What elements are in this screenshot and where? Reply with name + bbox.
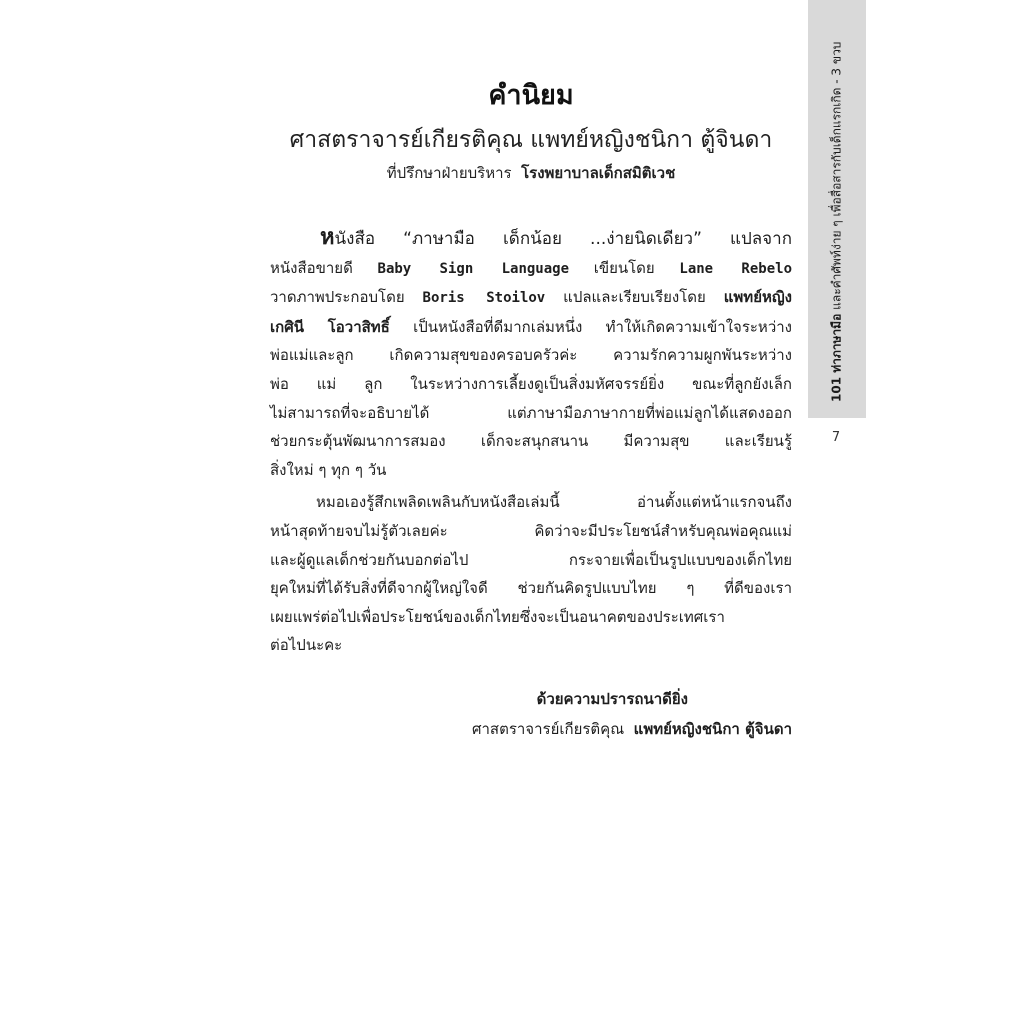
paragraph-2-line-4: ยุคใหม่ที่ได้รับสิ่งที่ดีจากผู้ใหญ่ใจดี ช่วยกันคิดรูปแบบไทย ๆ ที่ดีของเรา bbox=[270, 579, 792, 598]
paragraph-1-line-1 bbox=[270, 224, 792, 254]
translator-name-part2: เกศินี โอวาสิทธิ์ bbox=[270, 317, 390, 336]
illustrator-english: Boris Stoilov bbox=[422, 290, 546, 307]
line-text: แปลและเรียบเรียงโดย bbox=[563, 288, 706, 307]
paragraph-2-line-5: เผยแพร่ต่อไปเพื่อประโยชน์ของเด็กไทยซึ่งจะเป็นอนาคตของประเทศเรา bbox=[270, 607, 725, 626]
line-text: เป็นหนังสือที่ดีมากเล่มหนึ่ง ทำให้เกิดความเข้าใจระหว่าง bbox=[413, 317, 792, 336]
line-text: หนังสือขายดี bbox=[270, 258, 353, 277]
signature-title: ศาสตราจารย์เกียรติคุณ bbox=[471, 720, 625, 738]
author-affiliation bbox=[270, 162, 792, 184]
paragraph-1-line-9: สิ่งใหม่ ๆ ทุก ๆ วัน bbox=[270, 460, 387, 479]
page-title: คำนิยม bbox=[488, 80, 574, 111]
line-text: นังสือ “ภาษามือ เด็กน้อย ...ง่ายนิดเดียว” แปลจาก bbox=[334, 229, 792, 249]
paragraph-1 bbox=[270, 224, 792, 484]
affiliation-hospital: โรงพยาบาลเด็กสมิติเวช bbox=[521, 164, 676, 182]
paragraph-2-line-3: และผู้ดูแลเด็กช่วยกันบอกต่อไป กระจายเพื่อเป็นรูปแบบของเด็กไทย bbox=[270, 550, 792, 569]
side-running-header bbox=[828, 42, 847, 402]
paragraph-2-line-6: ต่อไปนะคะ bbox=[270, 636, 343, 655]
author-english: Lane Rebelo bbox=[679, 260, 792, 277]
side-header-regular: และคำศัพท์ง่าย ๆ เพื่อสื่อสารกับเด็กแรกเกิด - 3 ขวบ bbox=[829, 41, 844, 314]
paragraph-2 bbox=[270, 488, 792, 660]
signature-name: แพทย์หญิงชนิกา ตู้จินดา bbox=[633, 720, 792, 738]
paragraph-1-line-6: พ่อ แม่ ลูก ในระหว่างการเลี้ยงดูเป็นสิ่งมหัศจรรย์ยิ่ง ขณะที่ลูกยังเล็ก bbox=[270, 374, 792, 393]
page-number: 7 bbox=[831, 430, 841, 445]
signature-line bbox=[270, 714, 792, 744]
paragraph-1-line-3 bbox=[270, 283, 792, 313]
paragraph-2-line-2: หน้าสุดท้ายจบไม่รู้ตัวเลยค่ะ คิดว่าจะมีประโยชน์สำหรับคุณพ่อคุณแม่ bbox=[270, 521, 792, 540]
paragraph-1-line-2 bbox=[270, 254, 792, 284]
side-header-bold: 101 ท่าภาษามือ bbox=[829, 313, 844, 402]
drop-cap: ห bbox=[320, 225, 335, 250]
paragraph-1-line-4 bbox=[270, 313, 792, 342]
paragraph-1-line-8: ช่วยกระตุ้นพัฒนาการสมอง เด็กจะสนุกสนาน มีความสุข และเรียนรู้ bbox=[270, 432, 792, 451]
translator-name-part1: แพทย์หญิง bbox=[723, 288, 792, 307]
paragraph-2-line-1: หมอเองรู้สึกเพลิดเพลินกับหนังสือเล่มนี้ อ่านตั้งแต่หน้าแรกจนถึง bbox=[316, 493, 792, 512]
author-name: ศาสตราจารย์เกียรติคุณ แพทย์หญิงชนิกา ตู้จินดา bbox=[289, 127, 773, 153]
book-title-english: Baby Sign Language bbox=[377, 260, 570, 277]
foreword-body bbox=[270, 224, 792, 660]
paragraph-1-line-7: ไม่สามารถที่จะอธิบายได้ แต่ภาษามือภาษากายที่พ่อแม่ลูกได้แสดงออก bbox=[270, 403, 792, 422]
line-text: วาดภาพประกอบโดย bbox=[270, 288, 405, 307]
line-text: เขียนโดย bbox=[593, 258, 655, 277]
closing-signature bbox=[270, 684, 792, 744]
affiliation-role: ที่ปรึกษาฝ่ายบริหาร bbox=[386, 164, 512, 182]
closing-salutation: ด้วยความปรารถนาดียิ่ง bbox=[536, 690, 688, 708]
paragraph-1-line-5: พ่อแม่และลูก เกิดความสุขของครอบครัวค่ะ ความรักความผูกพันระหว่าง bbox=[270, 346, 792, 365]
